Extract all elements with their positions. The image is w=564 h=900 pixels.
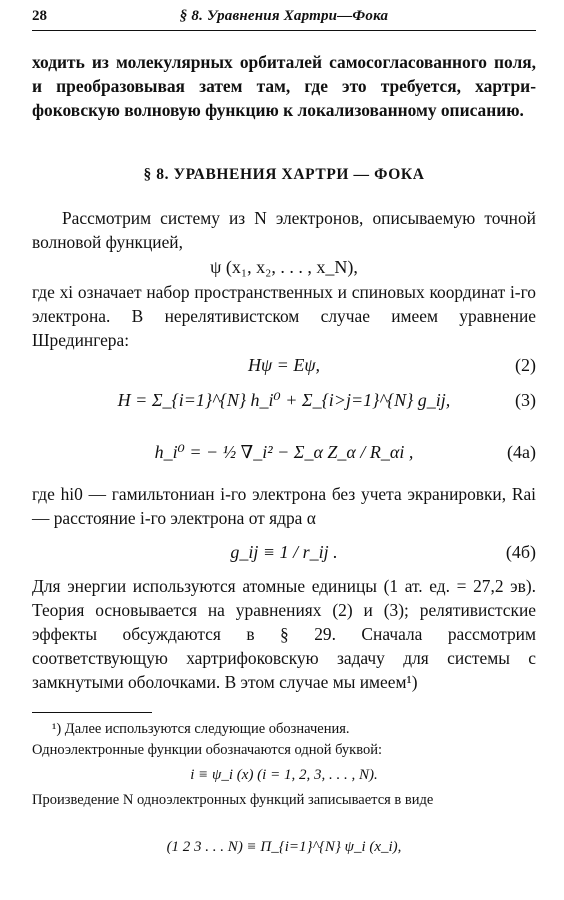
footnote-line: Одноэлектронные функции обозначаются одной буквой: <box>32 742 383 758</box>
equation-4a <box>32 422 536 482</box>
page-number: 28 <box>32 8 47 24</box>
paragraph-hamiltonian: где hi0 — гамильтониан i-го электрона без учета экранировки, Rai — расстояние i-го электрона от ядра α <box>32 484 536 528</box>
paragraph-continuation: ходить из молекулярных орбиталей самосогласованного поля, и преобразовывая затем там, где это требуется, хартри-фоковскую волновую функцию к локализованному описанию. <box>32 52 536 120</box>
equation-text: Hψ = Eψ, <box>248 355 320 375</box>
paragraph-coordinates: где xi означает набор пространственных и спиновых координат i-го электрона. В нерелятивистском случае имеем уравнение Шредингера: <box>32 282 536 350</box>
footnote-equation-product: (1 2 3 . . . N) ≡ Π_{i=1}^{N} ψ_i (x_i), <box>166 839 402 855</box>
footnote-rule <box>32 712 152 713</box>
footnote-line: Произведение N одноэлектронных функций записывается в виде <box>32 792 434 808</box>
equation-3 <box>32 378 536 422</box>
header-rule <box>32 30 536 31</box>
equation-text: H = Σ_{i=1}^{N} h_i⁰ + Σ_{i>j=1}^{N} g_ij, <box>117 390 451 410</box>
paragraph-units: Для энергии используются атомные единицы (1 ат. ед. = 27,2 эв). Теория основывается на уравнениях (2) и (3); релятивистские эффекты обсуждаются в § 29. Сначала рассмотрим соответствующую хартрифоковскую задачу для системы с замкнутыми оболочками. В этом случае мы имеем¹) <box>32 576 536 692</box>
section-heading: § 8. УРАВНЕНИЯ ХАРТРИ — ФОКА <box>143 166 425 183</box>
running-header <box>32 6 536 28</box>
equation-wavefunction <box>32 254 536 280</box>
equation-text: ψ (x₁, x₂, . . . , x_N), <box>210 257 358 277</box>
equation-number: (2) <box>515 355 536 375</box>
page-body <box>32 50 536 879</box>
running-title: § 8. Уравнения Хартри—Фока <box>179 8 389 24</box>
paragraph-intro: Рассмотрим систему из N электронов, описываемую точной волновой функцией, <box>32 208 536 252</box>
equation-text: g_ij ≡ 1 / r_ij . <box>230 542 338 562</box>
equation-number: (4а) <box>507 442 536 462</box>
footnote-line: ¹) Далее используются следующие обозначения. <box>52 721 350 737</box>
equation-2 <box>32 352 536 378</box>
equation-text: h_i⁰ = − ½ ∇_i² − Σ_α Z_α / R_αi , <box>154 442 414 462</box>
equation-4b <box>32 530 536 574</box>
footnote-equation: i ≡ ψ_i (x) (i = 1, 2, 3, . . . , N). <box>190 767 378 783</box>
equation-number: (3) <box>515 390 536 410</box>
equation-number: (4б) <box>505 542 536 562</box>
